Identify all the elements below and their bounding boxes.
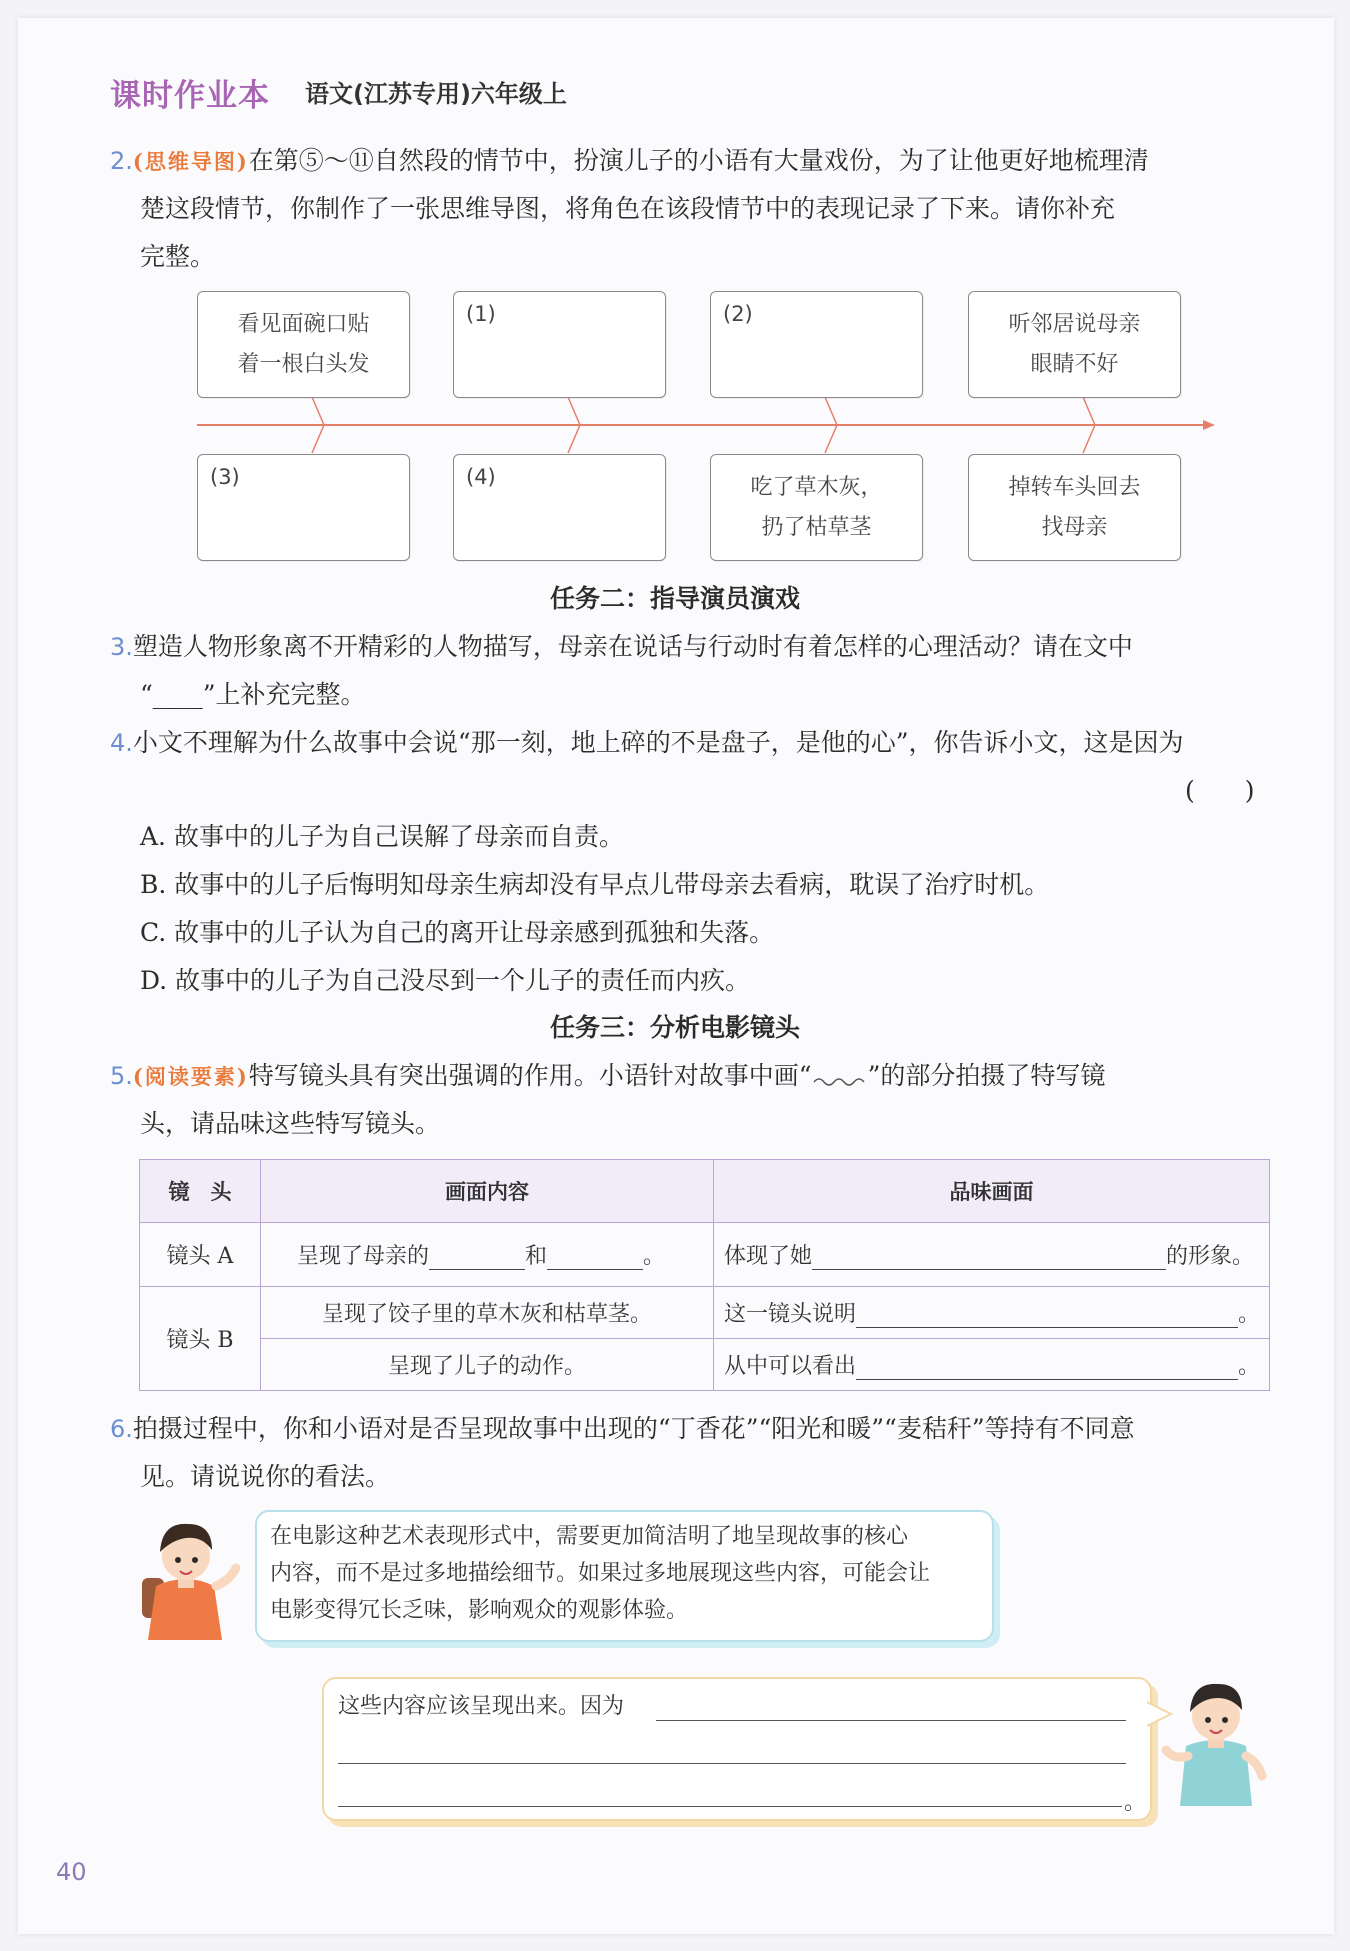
answer-line-3[interactable] (338, 1806, 1122, 1807)
q6-line1: 6.拍摄过程中，你和小语对是否呈现故事中出现的“丁香花”“阳光和暖”“麦秸秆”等持有不同意 (110, 1414, 1135, 1443)
close-up-table (139, 1159, 1270, 1391)
task2-heading: 任务二：指导演员演戏 (549, 584, 800, 613)
q4-line1: 4.小文不理解为什么故事中会说“那一刻，地上碎的不是盘子，是他的心”，你告诉小文，这是因为 (110, 728, 1184, 757)
bubble2-period: 。 (1124, 1790, 1147, 1815)
task3-heading: 任务三：分析电影镜头 (549, 1013, 800, 1042)
q6-number: 6. (110, 1415, 133, 1443)
bubble1-line3: 电影变得冗长乏味，影响观众的观影体验。 (270, 1598, 689, 1623)
lens-b1-content: 呈现了饺子里的草木灰和枯草茎。 (261, 1287, 714, 1339)
q2-line3: 完整。 (140, 242, 216, 271)
q5-number: 5. (110, 1062, 133, 1090)
lens-b2-taste: 从中可以看出 。 (714, 1339, 1270, 1391)
lens-b2-content: 呈现了儿子的动作。 (261, 1339, 714, 1391)
lens-a-blank-2[interactable] (547, 1243, 643, 1270)
mindmap-box-look-bowl: 看见面碗口贴 着一根白头发 (197, 291, 410, 398)
q3-line1: 3.塑造人物形象离不开精彩的人物描写，母亲在说话与行动时有着怎样的心理活动？请在文中 (110, 632, 1133, 661)
brand-title: 课时作业本 (110, 78, 270, 114)
mindmap-box-turn-back: 掉转车头回去 找母亲 (968, 454, 1181, 561)
bubble2-prompt: 这些内容应该呈现出来。因为 (338, 1694, 625, 1719)
col-header-content: 画面内容 (261, 1160, 714, 1223)
q5-line2: 头，请品味这些特写镜头。 (140, 1109, 441, 1138)
lens-a-taste-blank[interactable] (812, 1243, 1166, 1270)
q4-option-d[interactable]: D. 故事中的儿子为自己没尽到一个儿子的责任而内疚。 (140, 966, 751, 995)
bubble1-line2: 内容，而不是过多地描绘细节。如果过多地展现这些内容，可能会让 (270, 1561, 931, 1586)
lens-b1-taste-blank[interactable] (856, 1301, 1238, 1328)
boy-gesturing-illustration (1156, 1672, 1276, 1812)
timeline-arrow-head (1203, 420, 1215, 430)
wavy-underline-icon (812, 1064, 868, 1088)
col-header-lens: 镜 头 (140, 1160, 261, 1223)
lens-a-taste: 体现了她 的形象。 (714, 1223, 1270, 1287)
q2-tag: (思维导图) (132, 149, 249, 174)
lens-a-blank-1[interactable] (429, 1243, 525, 1270)
q4-number: 4. (110, 729, 133, 757)
lens-a-label: 镜头 A (140, 1223, 261, 1287)
answer-line-1[interactable] (656, 1720, 1126, 1721)
bubble1-line1: 在电影这种艺术表现形式中，需要更加简洁明了地呈现故事的核心 (270, 1524, 909, 1549)
mindmap-box-blank-3[interactable]: (3) (197, 454, 410, 561)
q6-line2: 见。请说说你的看法。 (140, 1462, 391, 1491)
answer-line-2[interactable] (338, 1763, 1126, 1764)
q4-option-a[interactable]: A. 故事中的儿子为自己误解了母亲而自责。 (140, 822, 624, 851)
page-number: 40 (56, 1858, 87, 1886)
mindmap-box-ate-ash: 吃了草木灰， 扔了枯草茎 (710, 454, 923, 561)
q3-number: 3. (110, 633, 133, 661)
q4-answer-paren[interactable]: ( ) (1185, 776, 1255, 805)
q5-line1: 5.(阅读要素)特写镜头具有突出强调的作用。小语针对故事中画“ ”的部分拍摄了特写镜 (110, 1061, 1106, 1090)
mindmap-box-blank-2[interactable]: (2) (710, 291, 923, 398)
q5-tag: (阅读要素) (132, 1064, 249, 1089)
q2-number: 2. (110, 147, 133, 175)
lens-a-content: 呈现了母亲的 和 。 (261, 1223, 714, 1287)
boy-with-backpack-illustration (138, 1516, 250, 1640)
q2-line2: 楚这段情节，你制作了一张思维导图，将角色在该段情节中的表现记录了下来。请你补充 (140, 194, 1116, 223)
lens-b-label: 镜头 B (140, 1287, 261, 1391)
lens-b2-taste-blank[interactable] (856, 1353, 1238, 1380)
lens-b1-taste: 这一镜头说明 。 (714, 1287, 1270, 1339)
q3-line2: “____”上补充完整。 (140, 680, 366, 709)
col-header-taste: 品味画面 (714, 1160, 1270, 1223)
book-subtitle: 语文(江苏专用)六年级上 (305, 80, 567, 108)
q2-line1: 2.(思维导图)在第⑤～⑪自然段的情节中，扮演儿子的小语有大量戏份，为了让他更好地梳理清 (110, 146, 1149, 175)
mindmap-box-blank-1[interactable]: (1) (453, 291, 666, 398)
q4-option-b[interactable]: B. 故事中的儿子后悔明知母亲生病却没有早点儿带母亲去看病，耽误了治疗时机。 (140, 870, 1050, 899)
q4-option-c[interactable]: C. 故事中的儿子认为自己的离开让母亲感到孤独和失落。 (140, 918, 775, 947)
mindmap-box-neighbor: 听邻居说母亲 眼睛不好 (968, 291, 1181, 398)
mindmap-box-blank-4[interactable]: (4) (453, 454, 666, 561)
